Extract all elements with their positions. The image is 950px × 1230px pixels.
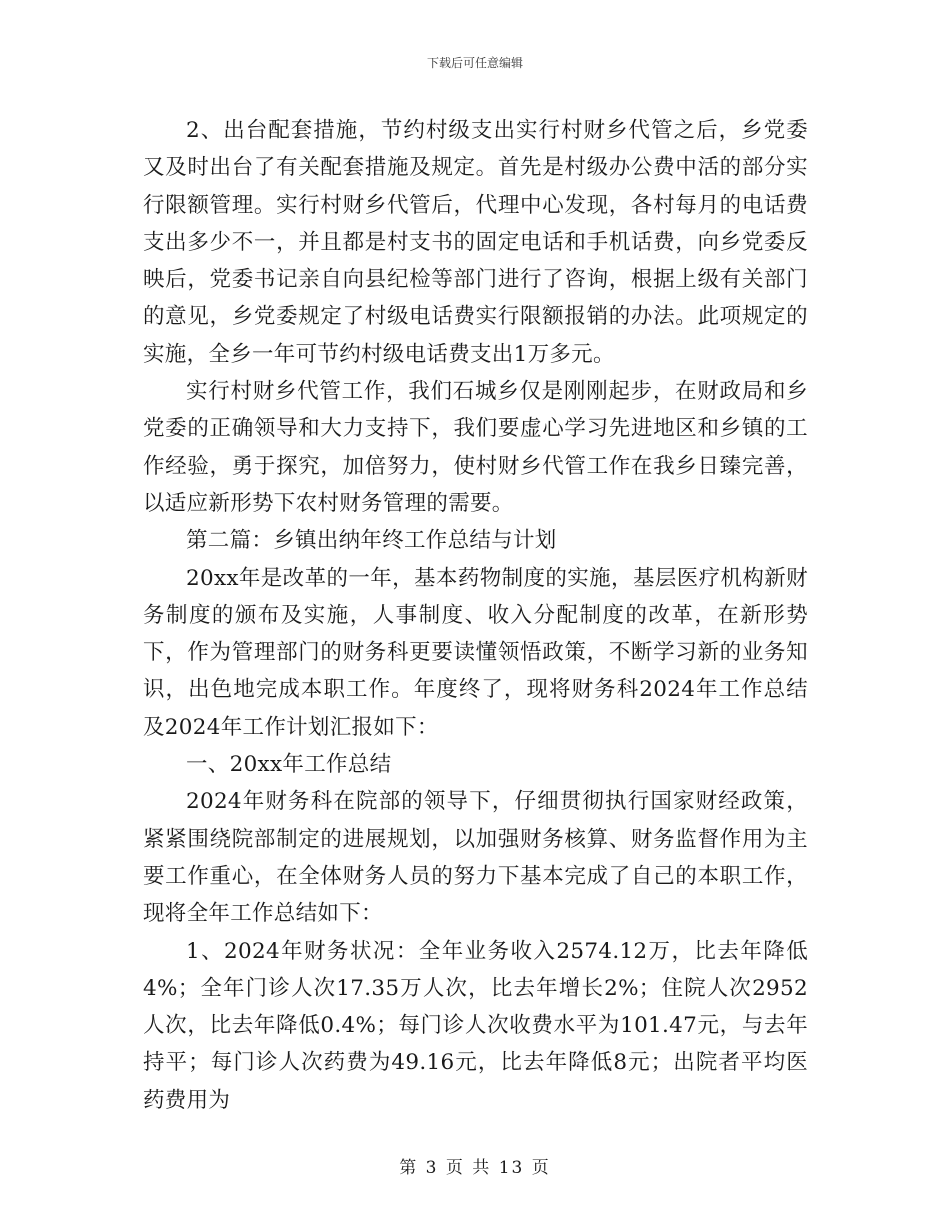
paragraph: 实行村财乡代管工作，我们石城乡仅是刚刚起步，在财政局和乡党委的正确领导和大力支持下，我们要虚心学习先进地区和乡镇的工作经验，勇于探究，加倍努力，使村财乡代管工作在我乡日臻完善，以适应新形势下农村财务管理的需要。 [143,379,808,516]
paragraph: 2、出台配套措施，节约村级支出实行村财乡代管之后，乡党委又及时出台了有关配套措施及规定。首先是村级办公费中活的部分实行限额管理。实行村财乡代管后，代理中心发现，各村每月的电话费支出多少不一，并且都是村支书的固定电话和手机话费，向乡党委反映后，党委书记亲自向县纪检等部门进行了咨询，根据上级有关部门的意见，乡党委规定了村级电话费实行限额报销的办法。此项规定的实施，全乡一年可节约村级电话费支出1万多元。 [143,118,808,367]
paragraph: 20xx年是改革的一年，基本药物制度的实施，基层医疗机构新财务制度的颁布及实施，人事制度、收入分配制度的改革，在新形势下，作为管理部门的财务科更要读懂领悟政策，不断学习新的业务知识，出色地完成本职工作。年度终了，现将财务科2024年工作总结及2024年工作计划汇报如下： [143,565,808,740]
section-heading: 第二篇：乡镇出纳年终工作总结与计划 [186,528,557,554]
paragraph: 1、2024年财务状况：全年业务收入2574.12万，比去年降低4%；全年门诊人次17.35万人次，比去年增长2%；住院人次2952人次，比去年降低0.4%；每门诊人次收费水平为101.47元，与去年持平；每门诊人次药费为49.16元，比去年降低8元；出院者平均医药费用为 [143,938,808,1113]
page-number: 第 3 页 共 13 页 [399,1158,551,1178]
page-header: 下载后可任意编辑 [426,56,523,70]
paragraph: 2024年财务科在院部的领导下，仔细贯彻执行国家财经政策，紧紧围绕院部制定的进展规划，以加强财务核算、财务监督作用为主要工作重心，在全体财务人员的努力下基本完成了自己的本职工作，现将全年工作总结如下： [143,789,808,927]
section-heading: 一、20xx年工作总结 [186,752,392,778]
document-body [143,112,808,1119]
